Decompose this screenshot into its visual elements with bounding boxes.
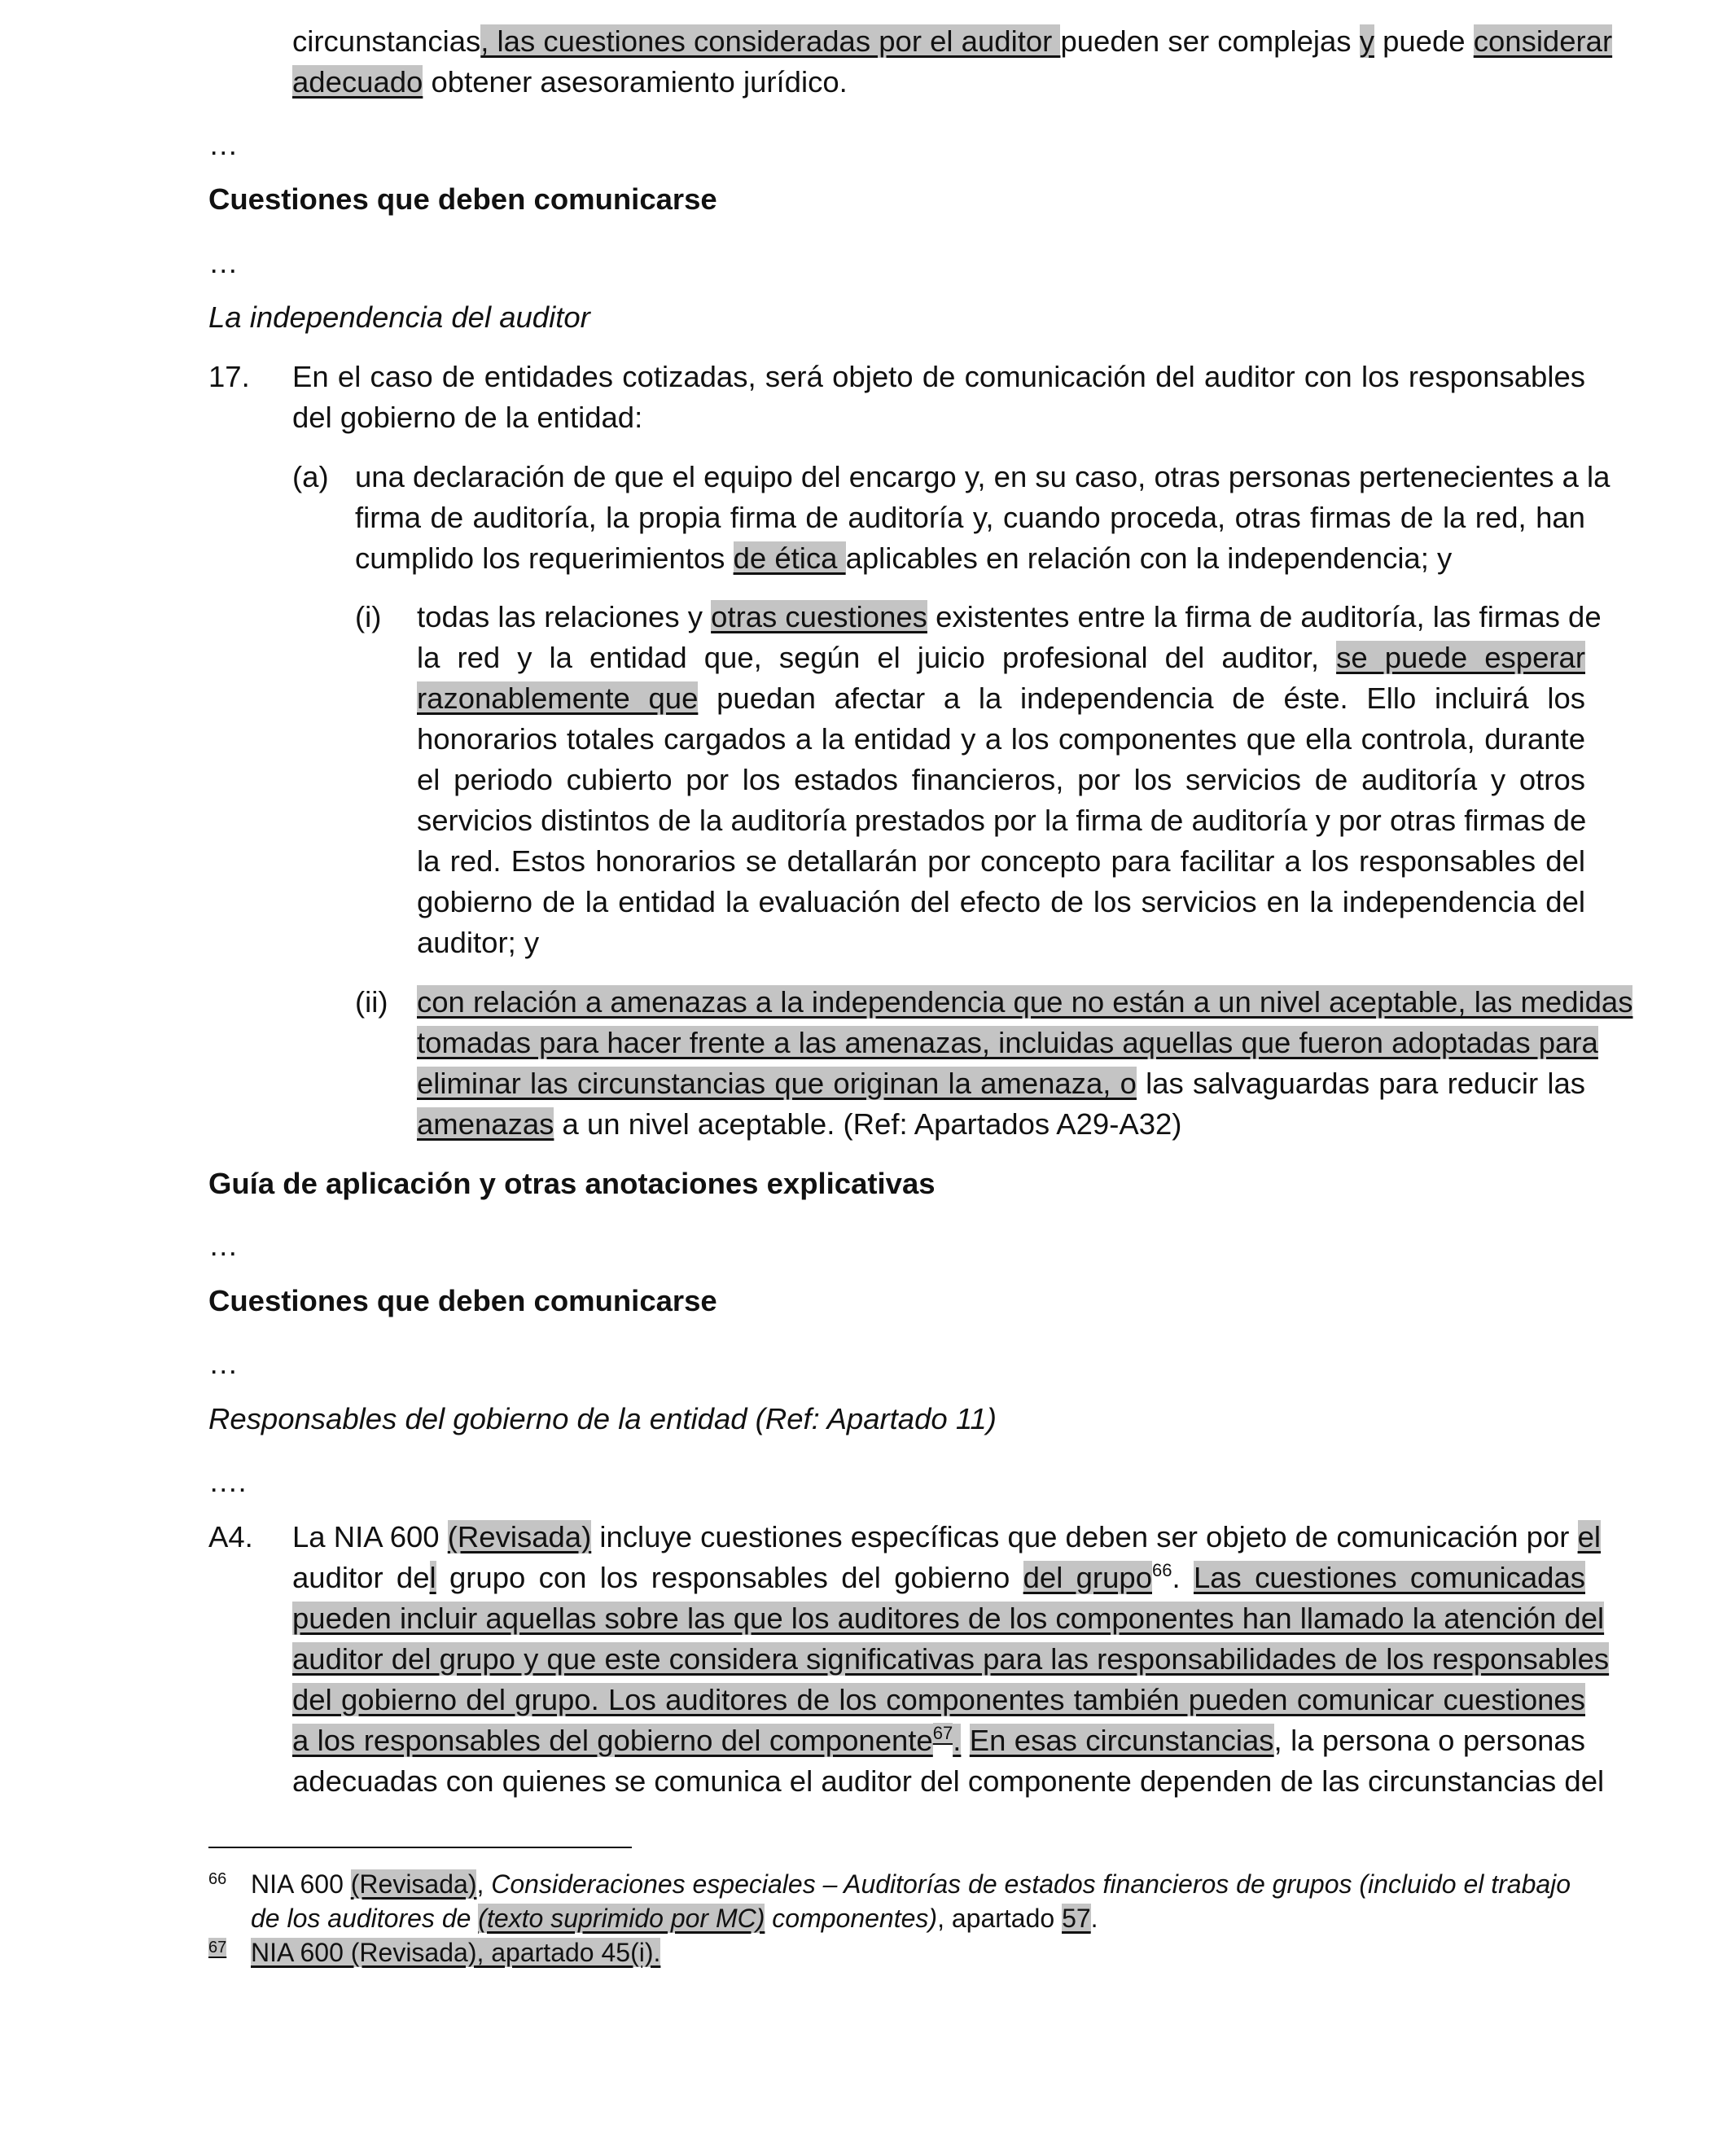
paragraph-line: auditor del grupo y que este considera significativas para las responsabilidades de los responsables <box>292 1642 1610 1676</box>
paragraph-line: del gobierno de la entidad: <box>292 401 643 434</box>
footnote-line: NIA 600 (Revisada), apartado 45(i). <box>251 1938 661 1967</box>
paragraph-line: a los responsables del gobierno del componente$^{67}$. En esas circunstancias, la persona o personas <box>292 1723 1585 1757</box>
section-heading: Cuestiones que deben comunicarse <box>208 182 717 216</box>
list-item-line: todas las relaciones y otras cuestiones existentes entre la firma de auditoría, las firmas de <box>417 600 1602 633</box>
list-item-line: la red y la entidad que, según el juicio profesional del auditor, se puede esperar <box>417 641 1585 674</box>
paragraph-number: 17. <box>208 360 250 393</box>
footnote-number: 67 <box>208 1939 227 1957</box>
paragraph-line: circunstancias, las cuestiones consideradas por el auditor pueden ser complejas y puede considerar <box>292 24 1613 58</box>
section-heading: Cuestiones que deben comunicarse <box>208 1284 717 1317</box>
footnote-separator <box>208 1847 632 1848</box>
ellipsis: … <box>208 1347 239 1380</box>
list-item-line: firma de auditoría, la propia firma de auditoría y, cuando proceda, otras firmas de la red, han <box>355 501 1585 534</box>
list-item-line: con relación a amenazas a la independencia que no están a un nivel aceptable, las medidas <box>417 985 1633 1019</box>
list-label: (i) <box>355 600 382 633</box>
ellipsis: … <box>208 128 239 161</box>
ellipsis: … <box>208 1229 239 1262</box>
paragraph-number: A4. <box>208 1520 253 1553</box>
footnote-ref[interactable]: 67 <box>932 1723 953 1743</box>
list-item-line: gobierno de la entidad la evaluación del efecto de los servicios en la independencia del <box>417 885 1585 918</box>
ellipsis: … <box>208 246 239 279</box>
footnote-line: NIA 600 (Revisada), Consideraciones especiales – Auditorías de estados financieros de grupos (incluido el trabajo <box>251 1869 1571 1899</box>
footnote-number: 66 <box>208 1870 227 1888</box>
footnote-line: de los auditores de (texto suprimido por MC) componentes), apartado 57. <box>251 1904 1098 1933</box>
subsection-heading: La independencia del auditor <box>208 300 590 334</box>
paragraph-line: auditor del grupo con los responsables del gobierno del grupo$^{66}$. Las cuestiones comunicadas <box>292 1560 1585 1594</box>
paragraph-line: del gobierno del grupo. Los auditores de los componentes también pueden comunicar cuestiones <box>292 1683 1585 1716</box>
paragraph-line: adecuadas con quienes se comunica el auditor del componente dependen de las circunstancias del <box>292 1764 1605 1798</box>
paragraph-line: pueden incluir aquellas sobre las que los auditores de los componentes han llamado la atención del <box>292 1602 1605 1635</box>
list-item-line: eliminar las circunstancias que originan la amenaza, o las salvaguardas para reducir las <box>417 1067 1585 1100</box>
list-item-line: tomadas para hacer frente a las amenazas, incluidas aquellas que fueron adoptadas para <box>417 1026 1598 1059</box>
list-item-line: razonablemente que puedan afectar a la independencia de éste. Ello incluirá los <box>417 681 1585 715</box>
list-item-line: honorarios totales cargados a la entidad y a los componentes que ella controla, durante <box>417 722 1585 756</box>
list-item-line: auditor; y <box>417 926 540 959</box>
list-item-line: el periodo cubierto por los estados financieros, por los servicios de auditoría y otros <box>417 763 1585 796</box>
list-item-line: amenazas a un nivel aceptable. (Ref: Apartados A29-A32) <box>417 1107 1182 1141</box>
list-item-line: cumplido los requerimientos de ética aplicables en relación con la independencia; y <box>355 541 1453 575</box>
paragraph-line: adecuado obtener asesoramiento jurídico. <box>292 65 848 99</box>
paragraph-line: En el caso de entidades cotizadas, será objeto de comunicación del auditor con los responsables <box>292 360 1585 393</box>
ellipsis: …. <box>208 1465 247 1498</box>
subsection-heading: Responsables del gobierno de la entidad (Ref: Apartado 11) <box>208 1402 997 1435</box>
list-item-line: una declaración de que el equipo del encargo y, en su caso, otras personas pertenecientes a la <box>355 460 1610 493</box>
list-label: (a) <box>292 460 329 493</box>
paragraph-line: La NIA 600 (Revisada) incluye cuestiones específicas que deben ser objeto de comunicación por el <box>292 1520 1601 1553</box>
footnote-ref[interactable]: 66 <box>1152 1560 1172 1580</box>
list-item-line: servicios distintos de la auditoría prestados por la firma de auditoría y por otras firmas de <box>417 804 1587 837</box>
section-heading: Guía de aplicación y otras anotaciones explicativas <box>208 1167 936 1200</box>
list-label: (ii) <box>355 985 388 1019</box>
list-item-line: la red. Estos honorarios se detallarán por concepto para facilitar a los responsables del <box>417 844 1585 878</box>
